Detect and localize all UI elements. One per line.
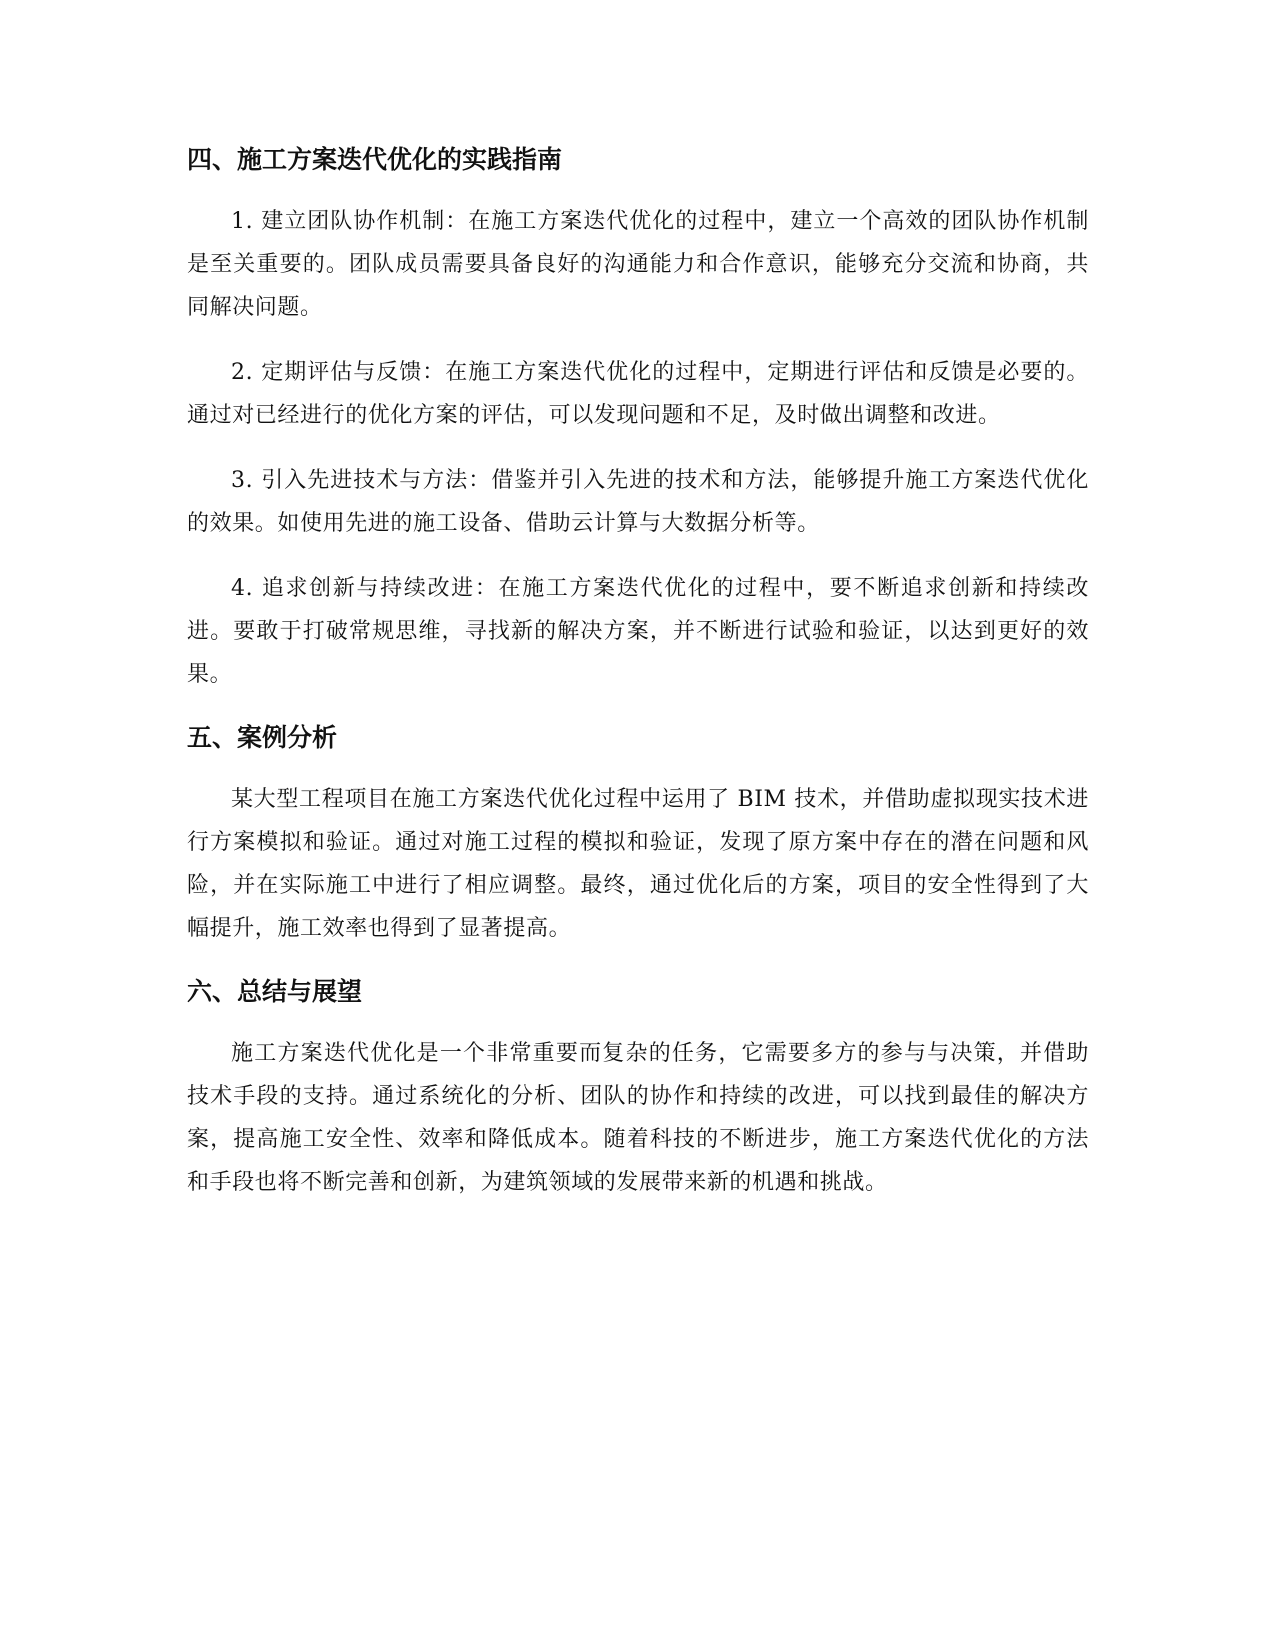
section-practice-guide	[187, 140, 1089, 696]
paragraph: 施工方案迭代优化是一个非常重要而复杂的任务，它需要多方的参与与决策，并借助技术手段的支持。通过系统化的分析、团队的协作和持续的改进，可以找到最佳的解决方案，提高施工安全性、效率和降低成本。随着科技的不断进步，施工方案迭代优化的方法和手段也将不断完善和创新，为建筑领域的发展带来新的机遇和挑战。	[187, 1041, 1089, 1195]
paragraph: 3. 引入先进技术与方法：借鉴并引入先进的技术和方法，能够提升施工方案迭代优化的效果。如使用先进的施工设备、借助云计算与大数据分析等。	[187, 468, 1089, 536]
paragraph: 1. 建立团队协作机制：在施工方案迭代优化的过程中，建立一个高效的团队协作机制是至关重要的。团队成员需要具备良好的沟通能力和合作意识，能够充分交流和协商，共同解决问题。	[187, 209, 1089, 320]
paragraph: 4. 追求创新与持续改进：在施工方案迭代优化的过程中，要不断追求创新和持续改进。要敢于打破常规思维，寻找新的解决方案，并不断进行试验和验证，以达到更好的效果。	[187, 576, 1089, 687]
paragraph: 2. 定期评估与反馈：在施工方案迭代优化的过程中，定期进行评估和反馈是必要的。通过对已经进行的优化方案的评估，可以发现问题和不足，及时做出调整和改进。	[187, 360, 1089, 428]
document-body	[187, 140, 1089, 1226]
paragraph: 某大型工程项目在施工方案迭代优化过程中运用了 BIM 技术，并借助虚拟现实技术进行方案模拟和验证。通过对施工过程的模拟和验证，发现了原方案中存在的潜在问题和风险，并在实际施工中进行了相应调整。最终，通过优化后的方案，项目的安全性得到了大幅提升，施工效率也得到了显著提高。	[187, 787, 1089, 941]
section-heading: 五、案例分析	[187, 723, 338, 752]
section-heading: 四、施工方案迭代优化的实践指南	[187, 145, 563, 174]
section-case-analysis	[187, 718, 1089, 950]
section-summary-outlook	[187, 972, 1089, 1204]
section-heading: 六、总结与展望	[187, 977, 363, 1006]
